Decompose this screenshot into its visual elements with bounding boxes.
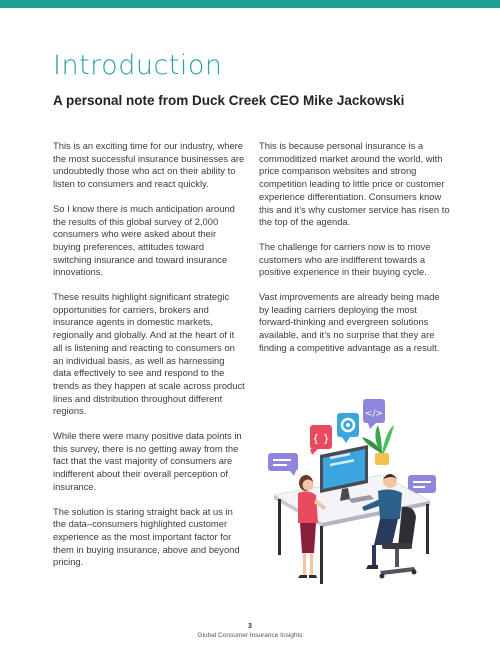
paragraph: The challenge for carriers now is to move customers who are indifferent towards a positive experience in their buying cycle.	[259, 240, 431, 278]
right-column	[259, 140, 451, 367]
page-subtitle: A personal note from Duck Creek CEO Mike Jackowski	[53, 93, 405, 108]
page-title: Introduction	[53, 50, 223, 81]
chat-bubble-icon	[363, 399, 385, 429]
chat-bubble-icon	[268, 453, 298, 476]
code-brackets-icon	[310, 425, 332, 455]
footer-publication-title: Global Consumer Insurance Insights	[197, 632, 303, 639]
paragraph: So I know there is much anticipation around the results of this global survey of 2,000 consumers who were asked about their buying preferences, attitudes toward switching insurance and toward insurance innovations.	[53, 202, 235, 278]
paragraph: Vast improvements are already being made by leading carriers deploying the most forward-thinking and evergreen solutions available, and it’s no surprise that they are finding a competitive advantage as a result.	[259, 291, 440, 353]
paragraph: These results highlight significant strategic opportunities for carriers, brokers and insurance agents in domestic markets, regionally and globally. And at the heart of it all is listening and reacting to consumers on an individual basis, as well as harnessing data effectively to see and respond to the trends as they happen at scale across product lines and distribution throughout different regions.	[53, 291, 245, 417]
top-accent-bar	[0, 0, 500, 8]
page-number: 3	[248, 623, 252, 630]
svg-text:{ }: { }	[312, 432, 330, 445]
paragraph: The solution is staring straight back at us in the data–consumers highlighted customer experience as the most important factor for them in buying insurance, above and beyond pricing.	[53, 505, 240, 568]
svg-text:</>: </>	[364, 409, 384, 419]
paragraph: This is an exciting time for our industry, where the most successful insurance businesses are undoubtedly those who act on their ability to listen to consumers and react quickly.	[53, 140, 245, 190]
left-column	[53, 140, 245, 581]
paragraph: This is because personal insurance is a commoditized market around the world, with price comparison websites and strong competition leading to little price or customer experience differentiation. Consumers know this and it’s why customer service has risen to the top of the agenda.	[259, 140, 450, 228]
gear-icon	[337, 413, 359, 443]
paragraph: While there were many positive data points in this survey, there is no getting away from the fact that the vast majority of consumers are indifferent about their overall perception of insurance.	[53, 430, 242, 492]
office-worker-illustration	[262, 395, 440, 587]
